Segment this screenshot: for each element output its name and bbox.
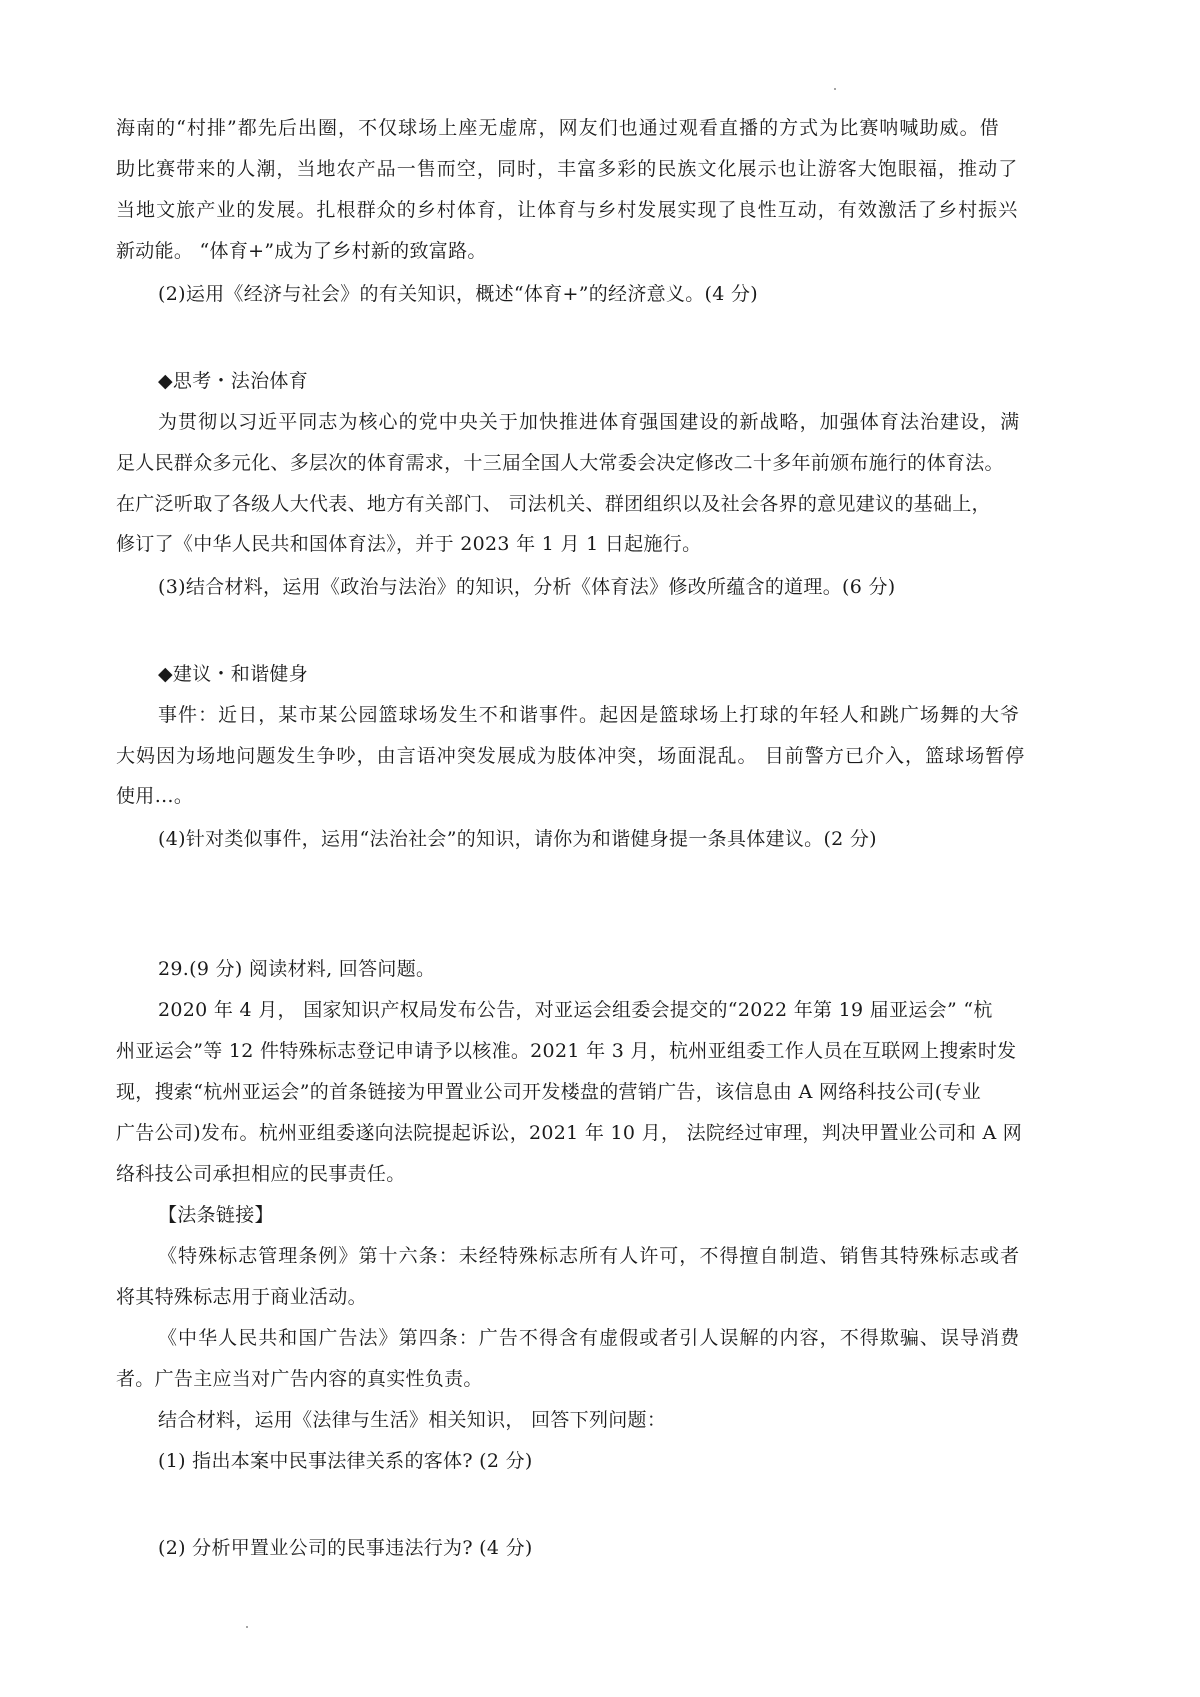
paragraph-line: 在广泛听取了各级人大代表、地方有关部门、 司法机关、群团组织以及社会各界的意见建议的基础上，	[116, 493, 991, 515]
paragraph-line: 者。广告主应当对广告内容的真实性负责。	[116, 1368, 483, 1390]
scan-dot-top	[834, 88, 836, 90]
question-4: (4)针对类似事件，运用“法治社会”的知识，请你为和谐健身提一条具体建议。(2 分)	[158, 828, 877, 850]
paragraph-line: 现，搜索“杭州亚运会”的首条链接为甲置业公司开发楼盘的营销广告，该信息由 A 网络科技公司(专业	[116, 1081, 982, 1103]
scan-dot-bottom	[246, 1626, 248, 1628]
paragraph-line: 2020 年 4 月， 国家知识产权局发布公告，对亚运会组委会提交的“2022 年第 19 届亚运会” “杭	[158, 999, 993, 1021]
paragraph-line: 州亚运会”等 12 件特殊标志登记申请予以核准。2021 年 3 月，杭州亚组委工作人员在互联网上搜索时发	[116, 1040, 1017, 1062]
paragraph-line: 《中华人民共和国广告法》第四条：广告不得含有虚假或者引人误解的内容，不得欺骗、误导消费	[158, 1327, 1021, 1349]
paragraph-line: 当地文旅产业的发展。扎根群众的乡村体育，让体育与乡村发展实现了良性互动，有效激活了乡村振兴	[116, 199, 1019, 221]
paragraph-line: 助比赛带来的人潮，当地农产品一售而空，同时，丰富多彩的民族文化展示也让游客大饱眼福，推动了	[116, 158, 1019, 180]
question-3: (3)结合材料，运用《政治与法治》的知识，分析《体育法》修改所蕴含的道理。(6 分)	[158, 576, 896, 598]
paragraph-line: 广告公司)发布。杭州亚组委遂向法院提起诉讼，2021 年 10 月， 法院经过审理，判决甲置业公司和 A 网	[116, 1122, 1023, 1144]
paragraph-line: 海南的“村排”都先后出圈，不仅球场上座无虚席，网友们也通过观看直播的方式为比赛呐喊助威。借	[116, 117, 1000, 139]
question-29-intro: 结合材料，运用《法律与生活》相关知识， 回答下列问题：	[158, 1409, 667, 1431]
paragraph-line: 使用…。	[116, 785, 194, 807]
paragraph-line: 修订了《中华人民共和国体育法》，并于 2023 年 1 月 1 日起施行。	[116, 533, 702, 555]
paragraph-line: 络科技公司承担相应的民事责任。	[116, 1163, 406, 1185]
paragraph-line: 为贯彻以习近平同志为核心的党中央关于加快推进体育强国建设的新战略，加强体育法治建设，满	[158, 411, 1021, 433]
paragraph-line: 事件：近日，某市某公园篮球场发生不和谐事件。起因是篮球场上打球的年轻人和跳广场舞的大爷	[158, 704, 1021, 726]
paragraph-line: 足人民群众多元化、多层次的体育需求，十三届全国人大常委会决定修改二十多年前颁布施行的体育法。	[116, 452, 1004, 474]
question-29-sub-1: (1) 指出本案中民事法律关系的客体? (2 分)	[158, 1450, 533, 1472]
paragraph-line: 大妈因为场地问题发生争吵，由言语冲突发展成为肢体冲突，场面混乱。 目前警方已介入，篮球场暂停	[116, 745, 1026, 767]
section3-heading: ◆思考・法治体育	[158, 370, 309, 392]
question-29-title: 29.(9 分) 阅读材料, 回答问题。	[158, 958, 436, 980]
question-29-sub-2: (2) 分析甲置业公司的民事违法行为? (4 分)	[158, 1537, 533, 1559]
section4-heading: ◆建议・和谐健身	[158, 663, 309, 685]
paragraph-line: 新动能。 “体育+”成为了乡村新的致富路。	[116, 240, 487, 262]
law-links-heading: 【法条链接】	[158, 1204, 274, 1226]
paragraph-line: 将其特殊标志用于商业活动。	[116, 1286, 367, 1308]
question-2: (2)运用《经济与社会》的有关知识，概述“体育+”的经济意义。(4 分)	[158, 283, 759, 305]
paragraph-line: 《特殊标志管理条例》第十六条：未经特殊标志所有人许可，不得擅自制造、销售其特殊标志或者	[158, 1245, 1021, 1267]
